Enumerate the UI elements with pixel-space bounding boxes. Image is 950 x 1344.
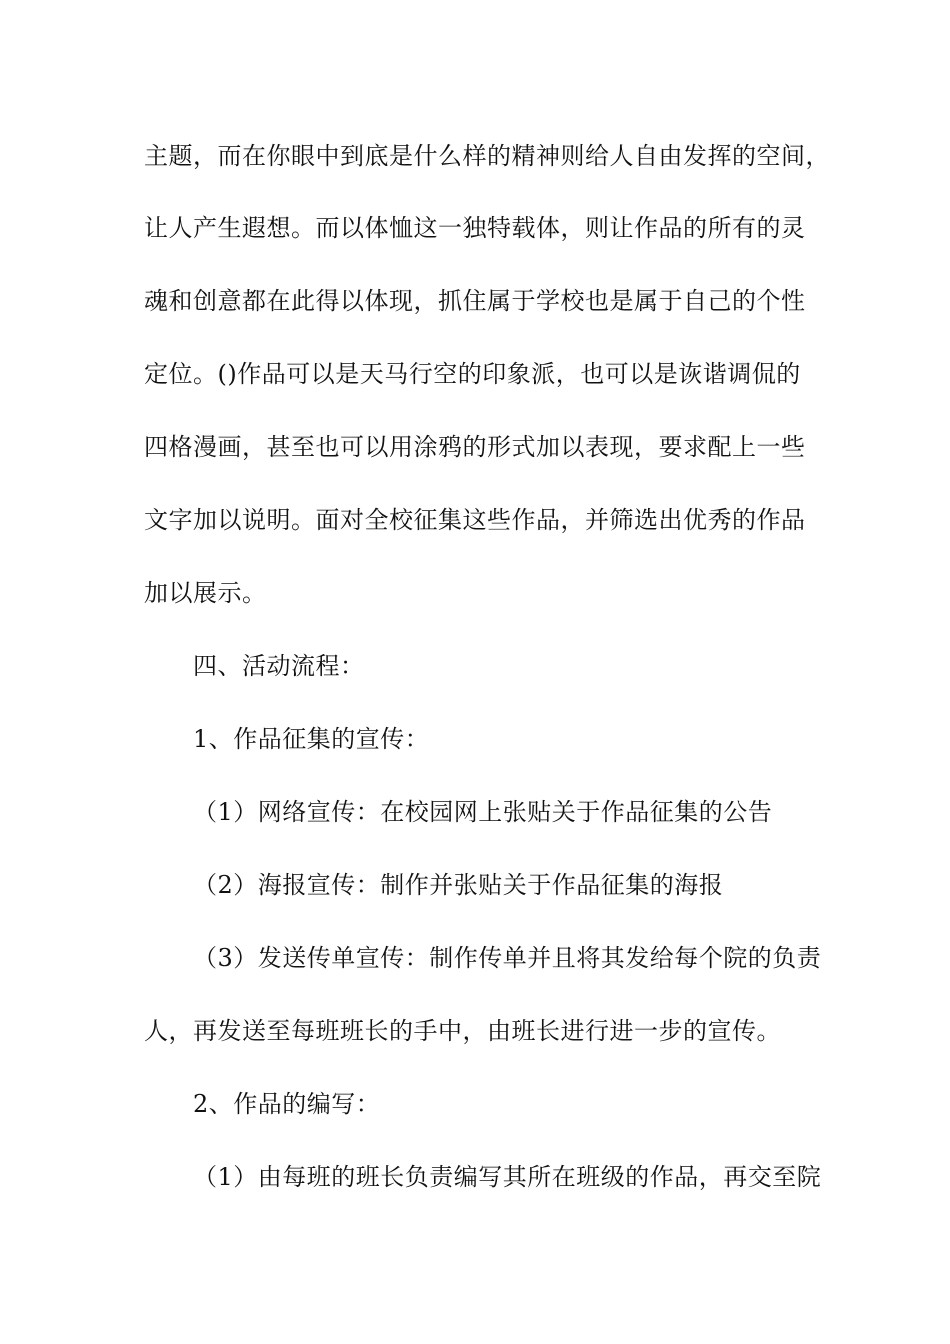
body-text-line: 魂和创意都在此得以体现，抓住属于学校也是属于自己的个性: [144, 287, 806, 315]
subsection-heading: 2、作品的编写：: [193, 1090, 381, 1118]
body-text-line: 人，再发送至每班班长的手中，由班长进行进一步的宣传。: [144, 1017, 781, 1045]
section-heading: 四、活动流程：: [193, 652, 365, 680]
list-item: （1）由每班的班长负责编写其所在班级的作品，再交至院: [193, 1163, 822, 1191]
body-text-line: 让人产生遐想。而以体恤这一独特载体，则让作品的所有的灵: [144, 214, 806, 242]
body-text-line: 四格漫画，甚至也可以用涂鸦的形式加以表现，要求配上一些: [144, 433, 806, 461]
list-item: （1）网络宣传：在校园网上张贴关于作品征集的公告: [193, 798, 773, 826]
subsection-heading: 1、作品征集的宣传：: [193, 725, 430, 753]
body-text-line: 主题，而在你眼中到底是什么样的精神则给人自由发挥的空间，: [144, 142, 830, 170]
list-item: （2）海报宣传：制作并张贴关于作品征集的海报: [193, 871, 724, 899]
list-item: （3）发送传单宣传：制作传单并且将其发给每个院的负责: [193, 944, 822, 972]
body-text-line: 定位。()作品可以是天马行空的印象派，也可以是诙谐调侃的: [144, 360, 801, 388]
body-text-line: 加以展示。: [144, 579, 267, 607]
body-text-line: 文字加以说明。面对全校征集这些作品，并筛选出优秀的作品: [144, 506, 806, 534]
